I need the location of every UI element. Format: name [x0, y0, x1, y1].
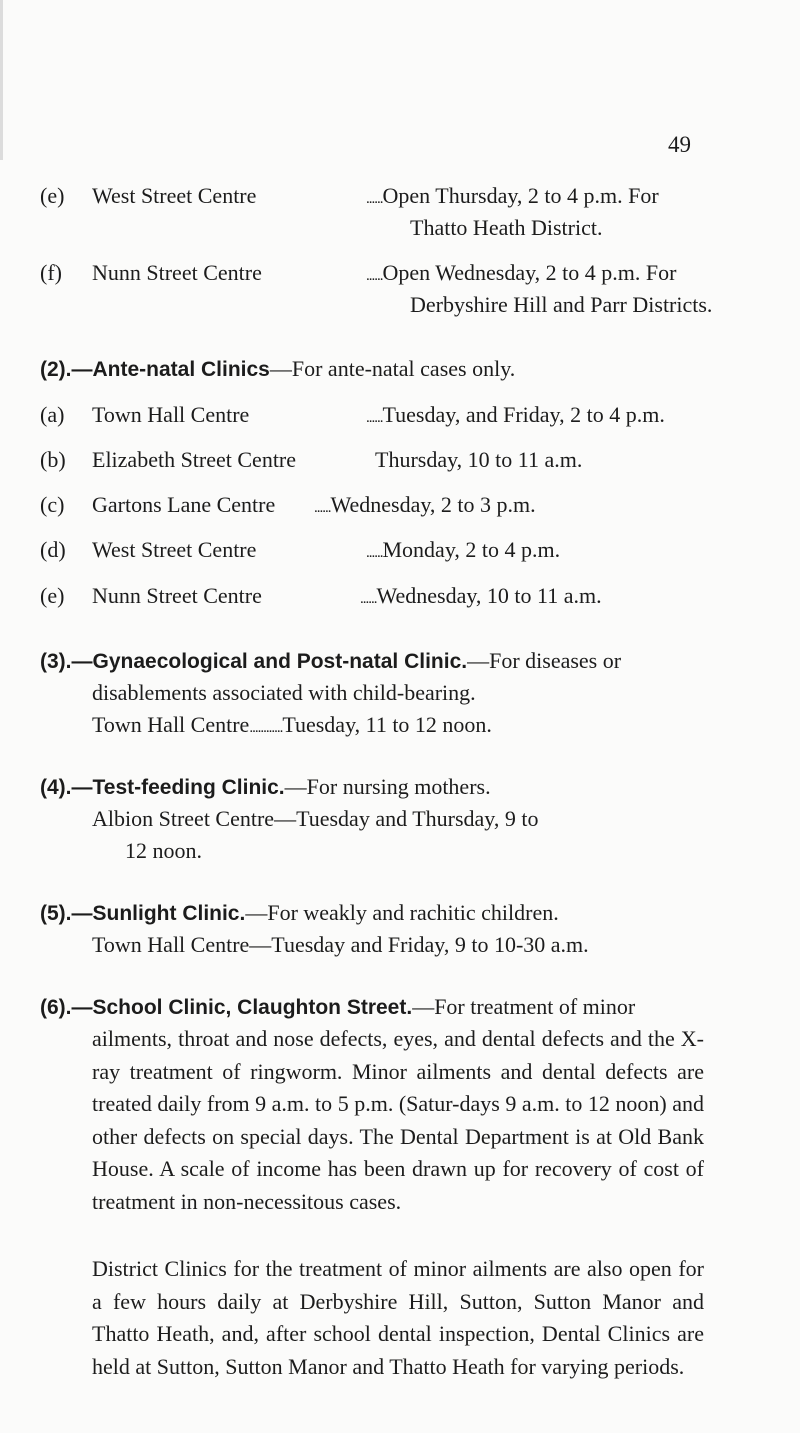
schedule-line-continued: 12 noon.: [125, 838, 202, 863]
paragraph: District Clinics for the treatment of minor ailments are also open for a few hours daily at Derbyshire Hill, Sutton, Sutton Manor and Thatto Heath, and, after school dental inspection, Dental Clinics are held at Sutton, Sutton Manor and Thatto Heath for varying periods.: [92, 1256, 704, 1379]
page-number: 49: [668, 132, 691, 157]
item-label: (e): [40, 583, 65, 608]
section-title: Gynaecological and Post-natal Clinic.: [92, 650, 468, 673]
schedule-line: Town Hall Centre—Tuesday and Friday, 9 to 10-30 a.m.: [92, 932, 589, 957]
leader-dots: ......: [366, 268, 383, 284]
section-heading-school-clinic: [40, 991, 635, 1024]
leader-dots: ......: [366, 545, 383, 561]
item-label: (e): [40, 183, 65, 208]
item-detail: Wednesday, 2 to 3 p.m.: [330, 492, 536, 517]
section-heading-test-feeding: [40, 771, 491, 804]
section-description: —For diseases or: [467, 648, 622, 673]
section-number: (2).—: [40, 358, 93, 381]
item-label: (b): [40, 447, 66, 472]
section-number: (6).—: [40, 996, 93, 1019]
item-label: (d): [40, 537, 66, 562]
schedule-line: [92, 709, 492, 744]
item-detail: Monday, 2 to 4 p.m.: [382, 537, 561, 562]
section-number: (4).—: [40, 776, 93, 799]
centre-name: Nunn Street Centre: [92, 260, 262, 285]
item-detail: Thursday, 10 to 11 a.m.: [375, 447, 583, 472]
centre-name: West Street Centre: [92, 183, 257, 208]
section-number: (5).—: [40, 902, 93, 925]
centre-name: Town Hall Centre: [92, 402, 250, 427]
leader-dots: ......: [360, 591, 377, 607]
section-description-continued: disablements associated with child-bearing.: [92, 680, 476, 705]
item-detail-continued: Derbyshire Hill and Parr Districts.: [410, 292, 713, 317]
centre-name: West Street Centre: [92, 537, 257, 562]
section-number: (3).—: [40, 650, 93, 673]
section-description: —For nursing mothers.: [284, 774, 491, 799]
item-label: (a): [40, 402, 65, 427]
item-detail: Open Wednesday, 2 to 4 p.m. For: [382, 260, 677, 285]
item-label: (f): [40, 260, 62, 285]
item-label: (c): [40, 492, 65, 517]
section-title: Test-feeding Clinic.: [92, 776, 285, 799]
section-title: Sunlight Clinic.: [92, 902, 246, 925]
item-detail: Tuesday, and Friday, 2 to 4 p.m.: [382, 402, 665, 427]
leader-dots: ......: [366, 191, 383, 207]
item-detail: Open Thursday, 2 to 4 p.m. For: [382, 183, 659, 208]
section-description: —For weakly and rachitic children.: [245, 900, 559, 925]
item-detail-continued: Thatto Heath District.: [410, 215, 603, 240]
section-title: School Clinic, Claughton Street.: [92, 996, 413, 1019]
leader-dots: ......: [314, 500, 331, 516]
centre-name: Elizabeth Street Centre: [92, 447, 297, 472]
schedule-line: Albion Street Centre—Tuesday and Thursday, 9 to: [92, 806, 539, 831]
item-detail: Wednesday, 10 to 11 a.m.: [376, 583, 602, 608]
item-detail: Tuesday, 11 to 12 noon.: [282, 712, 492, 737]
centre-name: Gartons Lane Centre: [92, 492, 276, 517]
section-description: —For treatment of minor: [412, 994, 636, 1019]
section-heading-antenatal: [40, 353, 515, 386]
centre-name: Town Hall Centre: [92, 712, 250, 737]
section-heading-sunlight: [40, 897, 559, 930]
paragraph: ailments, throat and nose defects, eyes, and dental defects and the X-ray treatment of ringworm. Minor ailments and dental defects are treated daily from 9 a.m. to 5 p.m. (Satur-days 9 a.m. to 12 noon) and other defects on special days. The Dental Department is at Old Bank House. A scale of income has been drawn up for recovery of cost of treatment in non-necessitous cases.: [92, 1026, 704, 1214]
centre-name: Nunn Street Centre: [92, 583, 262, 608]
section-heading-gynaecological: [40, 645, 621, 678]
leader-dots: ......: [366, 410, 383, 426]
section-description: —For ante-natal cases only.: [269, 356, 516, 381]
leader-dots: ............: [249, 720, 283, 736]
section-title: Ante-natal Clinics: [92, 358, 270, 381]
page-edge: [0, 0, 3, 160]
